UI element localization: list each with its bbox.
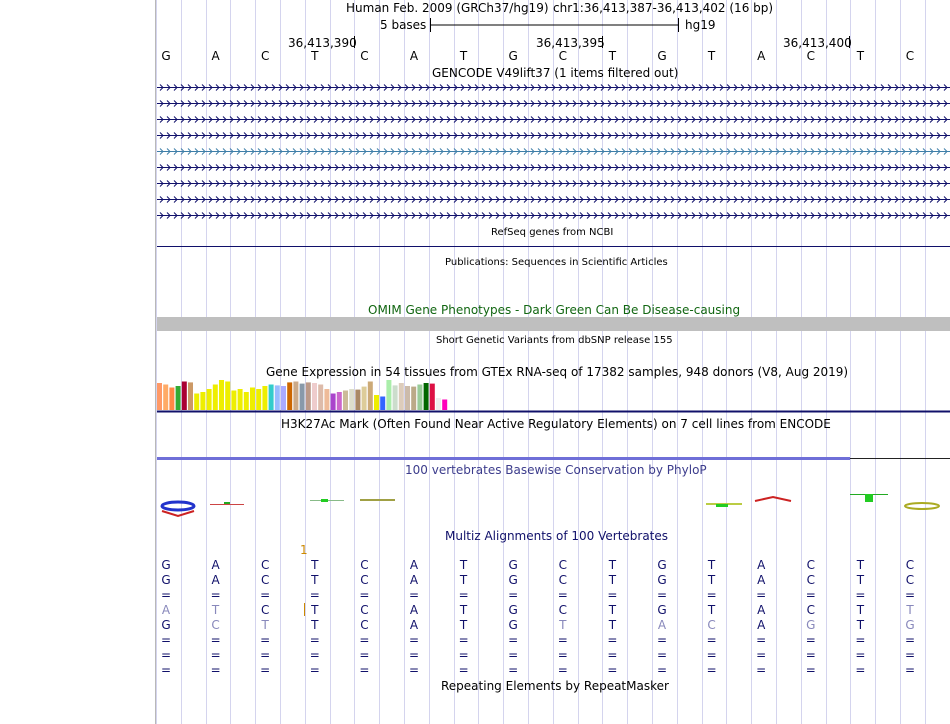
alignment-base: = xyxy=(309,588,320,602)
gtex-tissue-bar xyxy=(176,386,181,410)
gtex-tissue-bar xyxy=(200,392,205,410)
alignment-base: = xyxy=(359,648,370,662)
gtex-tissue-bar xyxy=(182,382,187,411)
phylop-bar xyxy=(224,502,230,504)
alignment-base: G xyxy=(161,558,171,572)
alignment-base: = xyxy=(359,588,370,602)
alignment-base: G xyxy=(508,603,518,617)
alignment-base: C xyxy=(558,603,567,617)
alignment-base: T xyxy=(608,573,617,587)
sequence-base: T xyxy=(608,49,617,63)
alignment-base: = xyxy=(706,588,717,602)
gtex-tissue-bar xyxy=(430,384,435,410)
refseq-track-title: RefSeq genes from NCBI xyxy=(491,227,614,238)
alignment-base: = xyxy=(607,588,618,602)
gtex-tissue-bar xyxy=(213,385,218,411)
alignment-base: = xyxy=(408,588,420,602)
alignment-base: G xyxy=(161,618,171,632)
alignment-base: = xyxy=(160,648,172,662)
sequence-base: C xyxy=(806,49,815,63)
alignment-base: = xyxy=(458,663,469,677)
alignment-base: C xyxy=(360,573,369,587)
gtex-tissue-bar xyxy=(194,394,199,411)
alignment-base: A xyxy=(757,603,766,617)
alignment-base: = xyxy=(904,588,916,602)
alignment-base: = xyxy=(458,633,469,647)
alignment-base: T xyxy=(608,603,617,617)
alignment-base: A xyxy=(409,573,419,587)
common-snp-track-title: Short Genetic Variants from dbSNP release 155 xyxy=(436,335,673,346)
alignment-base: C xyxy=(806,573,815,587)
alignment-base: = xyxy=(260,648,271,662)
alignment-base: = xyxy=(607,663,618,677)
gtex-tissue-bar xyxy=(300,384,305,410)
alignment-base: = xyxy=(260,588,271,602)
alignment-base: = xyxy=(458,588,469,602)
sequence-base: C xyxy=(558,49,567,63)
alignment-base: T xyxy=(707,573,716,587)
alignment-base: T xyxy=(707,603,716,617)
ruler-number: 36,413,395 xyxy=(536,36,605,50)
alignment-base: = xyxy=(160,633,172,647)
alignment-base: A xyxy=(757,558,766,572)
alignment-base: G xyxy=(508,573,518,587)
alignment-base: = xyxy=(508,588,519,602)
phylop-bar xyxy=(755,497,791,501)
gtex-tissue-bar xyxy=(157,383,162,410)
h3k27ac-track-title: H3K27Ac Mark (Often Found Near Active Regulatory Elements) on 7 cell lines from ENCODE xyxy=(281,417,831,431)
gtex-tissue-bar xyxy=(411,387,416,410)
alignment-base: = xyxy=(260,663,271,677)
alignment-base: A xyxy=(409,618,419,632)
sequence-base: T xyxy=(459,49,468,63)
alignment-base: G xyxy=(657,603,667,617)
gtex-tissue-bar xyxy=(318,385,323,411)
gtex-tissue-bar xyxy=(244,392,249,410)
alignment-base: = xyxy=(160,663,172,677)
gtex-tissue-bar xyxy=(417,385,422,411)
sequence-base: C xyxy=(905,49,915,63)
omim-track-title: OMIM Gene Phenotypes - Dark Green Can Be Disease-causing xyxy=(368,303,741,317)
alignment-base: C xyxy=(806,558,815,572)
alignment-base: G xyxy=(905,618,915,632)
alignment-base: A xyxy=(409,558,419,572)
alignment-base: = xyxy=(706,663,717,677)
alignment-base: = xyxy=(359,663,370,677)
alignment-base: = xyxy=(309,663,320,677)
gtex-tissue-bar xyxy=(287,382,292,410)
gtex-tissue-bar xyxy=(269,385,274,411)
alignment-base: A xyxy=(409,603,419,617)
alignment-base: = xyxy=(756,663,767,677)
alignment-base: = xyxy=(408,633,420,647)
alignment-base: T xyxy=(856,603,865,617)
alignment-base: = xyxy=(210,648,221,662)
gtex-tissue-bar xyxy=(386,380,391,410)
gtex-tissue-bar xyxy=(306,382,311,410)
gtex-tissue-bar xyxy=(368,382,373,411)
alignment-base: A xyxy=(657,618,667,632)
alignment-base: = xyxy=(656,648,668,662)
alignment-base: = xyxy=(557,633,568,647)
alignment-base: G xyxy=(657,558,667,572)
gtex-tissue-bar xyxy=(238,389,243,410)
alignment-base: G xyxy=(508,558,518,572)
alignment-base: = xyxy=(508,633,519,647)
alignment-base: T xyxy=(856,618,865,632)
phylop-conserved-mark xyxy=(162,502,194,510)
alignment-base: = xyxy=(904,663,916,677)
alignment-base: C xyxy=(905,573,915,587)
alignment-base: A xyxy=(757,573,766,587)
alignment-base: T xyxy=(459,558,468,572)
alignment-base: T xyxy=(459,618,468,632)
alignment-base: T xyxy=(707,558,716,572)
alignment-base: = xyxy=(210,633,221,647)
position-readout: chr1:36,413,387-36,413,402 (16 bp) xyxy=(553,1,774,15)
alignment-base: T xyxy=(311,573,319,587)
sequence-base: A xyxy=(211,49,220,63)
gtex-tissue-bar xyxy=(324,389,329,410)
alignment-base: A xyxy=(211,558,220,572)
sequence-base: G xyxy=(161,49,171,63)
gtex-tissue-bar xyxy=(207,389,212,410)
alignment-base: = xyxy=(904,633,916,647)
alignment-base: C xyxy=(360,558,369,572)
gtex-tissue-bar xyxy=(393,385,398,410)
alignment-base: = xyxy=(309,648,320,662)
alignment-base: = xyxy=(260,633,271,647)
alignment-base: C xyxy=(806,603,815,617)
gtex-track-title: Gene Expression in 54 tissues from GTEx RNA-seq of 17382 samples, 948 donors (V8, Aug 2019) xyxy=(266,365,849,379)
alignment-base: = xyxy=(706,648,717,662)
alignment-base: = xyxy=(656,633,668,647)
alignment-base: = xyxy=(656,663,668,677)
alignment-base: T xyxy=(856,573,865,587)
sequence-base: C xyxy=(260,49,270,63)
alignment-base: = xyxy=(756,588,767,602)
alignment-base: = xyxy=(904,648,916,662)
gtex-tissue-bar xyxy=(442,400,447,411)
alignment-base: = xyxy=(309,633,320,647)
alignment-base: = xyxy=(756,648,767,662)
assembly-title: Human Feb. 2009 (GRCh37/hg19) xyxy=(346,1,549,15)
phylop-bar xyxy=(865,494,873,502)
gtex-tissue-bar xyxy=(331,394,336,411)
alignment-base: T xyxy=(856,558,865,572)
alignment-base: = xyxy=(408,663,420,677)
gtex-tissue-bar xyxy=(275,385,280,410)
gtex-tissue-bar xyxy=(355,390,360,410)
gtex-tissue-bar xyxy=(231,391,236,411)
gtex-tissue-bar xyxy=(343,391,348,411)
gencode-track-title: GENCODE V49lift37 (1 items filtered out) xyxy=(432,66,679,80)
scale-db: hg19 xyxy=(685,18,716,32)
alignment-base: T xyxy=(459,603,468,617)
alignment-base: = xyxy=(855,663,866,677)
gtex-tissue-bar xyxy=(424,383,429,410)
alignment-base: T xyxy=(311,603,319,617)
alignment-base: = xyxy=(805,648,816,662)
alignment-base: T xyxy=(608,558,617,572)
alignment-base: = xyxy=(458,648,469,662)
gtex-tissue-bar xyxy=(256,389,261,410)
alignment-base: = xyxy=(160,588,172,602)
gtex-tissue-bar xyxy=(225,382,230,411)
alignment-base: T xyxy=(906,603,914,617)
alignment-base: = xyxy=(508,648,519,662)
gtex-tissue-bar xyxy=(399,383,404,410)
alignment-base: T xyxy=(459,573,468,587)
alignment-base: C xyxy=(558,573,567,587)
track-label-column xyxy=(0,0,155,724)
gap-marker: 1 xyxy=(300,543,308,557)
alignment-base: G xyxy=(508,618,518,632)
alignment-base: C xyxy=(360,603,369,617)
sequence-base: G xyxy=(657,49,667,63)
gtex-tissue-bar xyxy=(281,386,286,410)
alignment-base: G xyxy=(161,573,171,587)
gtex-tissue-bar xyxy=(374,395,379,410)
alignment-base: A xyxy=(161,603,171,617)
gtex-tissue-bar xyxy=(436,398,441,410)
alignment-base: T xyxy=(211,603,220,617)
alignment-base: A xyxy=(211,573,220,587)
ruler-number: 36,413,390 xyxy=(288,36,357,50)
alignment-base: = xyxy=(408,648,420,662)
sequence-base: A xyxy=(409,49,419,63)
alignment-base: = xyxy=(607,633,618,647)
alignment-base: G xyxy=(657,573,667,587)
alignment-base: = xyxy=(805,588,816,602)
alignment-base: T xyxy=(608,618,617,632)
gtex-tissue-bar xyxy=(163,385,168,411)
repeatmasker-track-title: Repeating Elements by RepeatMasker xyxy=(441,679,669,693)
gtex-tissue-bar xyxy=(362,387,367,410)
alignment-base: = xyxy=(607,648,618,662)
gtex-tissue-bar xyxy=(405,386,410,410)
alignment-base: C xyxy=(260,603,270,617)
alignment-base: = xyxy=(805,663,816,677)
gtex-tissue-bar xyxy=(262,386,267,410)
alignment-base: G xyxy=(806,618,816,632)
alignment-base: = xyxy=(557,663,568,677)
omim-bar xyxy=(157,317,950,331)
alignment-base: = xyxy=(756,633,767,647)
alignment-base: = xyxy=(508,663,519,677)
alignment-base: T xyxy=(311,558,319,572)
alignment-base: = xyxy=(557,588,568,602)
sequence-base: T xyxy=(311,49,319,63)
gtex-tissue-bar xyxy=(337,392,342,410)
alignment-base: C xyxy=(260,558,270,572)
gtex-tissue-bar xyxy=(312,383,317,410)
sequence-base: C xyxy=(360,49,369,63)
phylop-track-title: 100 vertebrates Basewise Conservation by PhyloP xyxy=(405,463,707,477)
alignment-base: A xyxy=(757,618,766,632)
alignment-base: = xyxy=(210,663,221,677)
multiz-track-title: Multiz Alignments of 100 Vertebrates xyxy=(445,529,669,543)
alignment-base: C xyxy=(905,558,915,572)
gtex-tissue-bar xyxy=(219,380,224,410)
gtex-tissue-bar xyxy=(349,389,354,410)
gtex-tissue-bar xyxy=(250,388,255,411)
alignment-base: C xyxy=(558,558,567,572)
phylop-bar xyxy=(321,499,328,502)
alignment-base: C xyxy=(707,618,716,632)
alignment-base: = xyxy=(706,633,717,647)
gtex-tissue-bar xyxy=(169,388,174,411)
alignment-base: = xyxy=(656,588,668,602)
alignment-base: = xyxy=(855,588,866,602)
alignment-base: = xyxy=(805,633,816,647)
alignment-base: = xyxy=(210,588,221,602)
phylop-bar xyxy=(360,499,395,501)
sequence-base: A xyxy=(757,49,766,63)
gtex-tissue-bar xyxy=(380,397,385,411)
phylop-bar xyxy=(905,503,939,509)
ruler-number: 36,413,400 xyxy=(783,36,852,50)
alignment-base: C xyxy=(360,618,369,632)
gtex-tissue-bar xyxy=(188,382,193,410)
scale-text: 5 bases xyxy=(380,18,427,32)
alignment-base: = xyxy=(359,633,370,647)
sequence-base: T xyxy=(856,49,865,63)
alignment-base: = xyxy=(855,648,866,662)
gtex-tissue-bar xyxy=(293,382,298,411)
phylop-bar xyxy=(716,504,728,507)
alignment-base: T xyxy=(311,618,319,632)
alignment-base: = xyxy=(557,648,568,662)
alignment-base: T xyxy=(559,618,567,632)
alignment-base: T xyxy=(261,618,269,632)
publications-track-title: Publications: Sequences in Scientific Articles xyxy=(445,257,668,268)
sequence-base: G xyxy=(508,49,518,63)
h3k27ac-signal xyxy=(157,457,850,460)
alignment-base: C xyxy=(211,618,220,632)
phylop-negative-mark xyxy=(162,511,194,516)
sequence-base: T xyxy=(707,49,716,63)
alignment-base: C xyxy=(260,573,270,587)
alignment-base: = xyxy=(855,633,866,647)
